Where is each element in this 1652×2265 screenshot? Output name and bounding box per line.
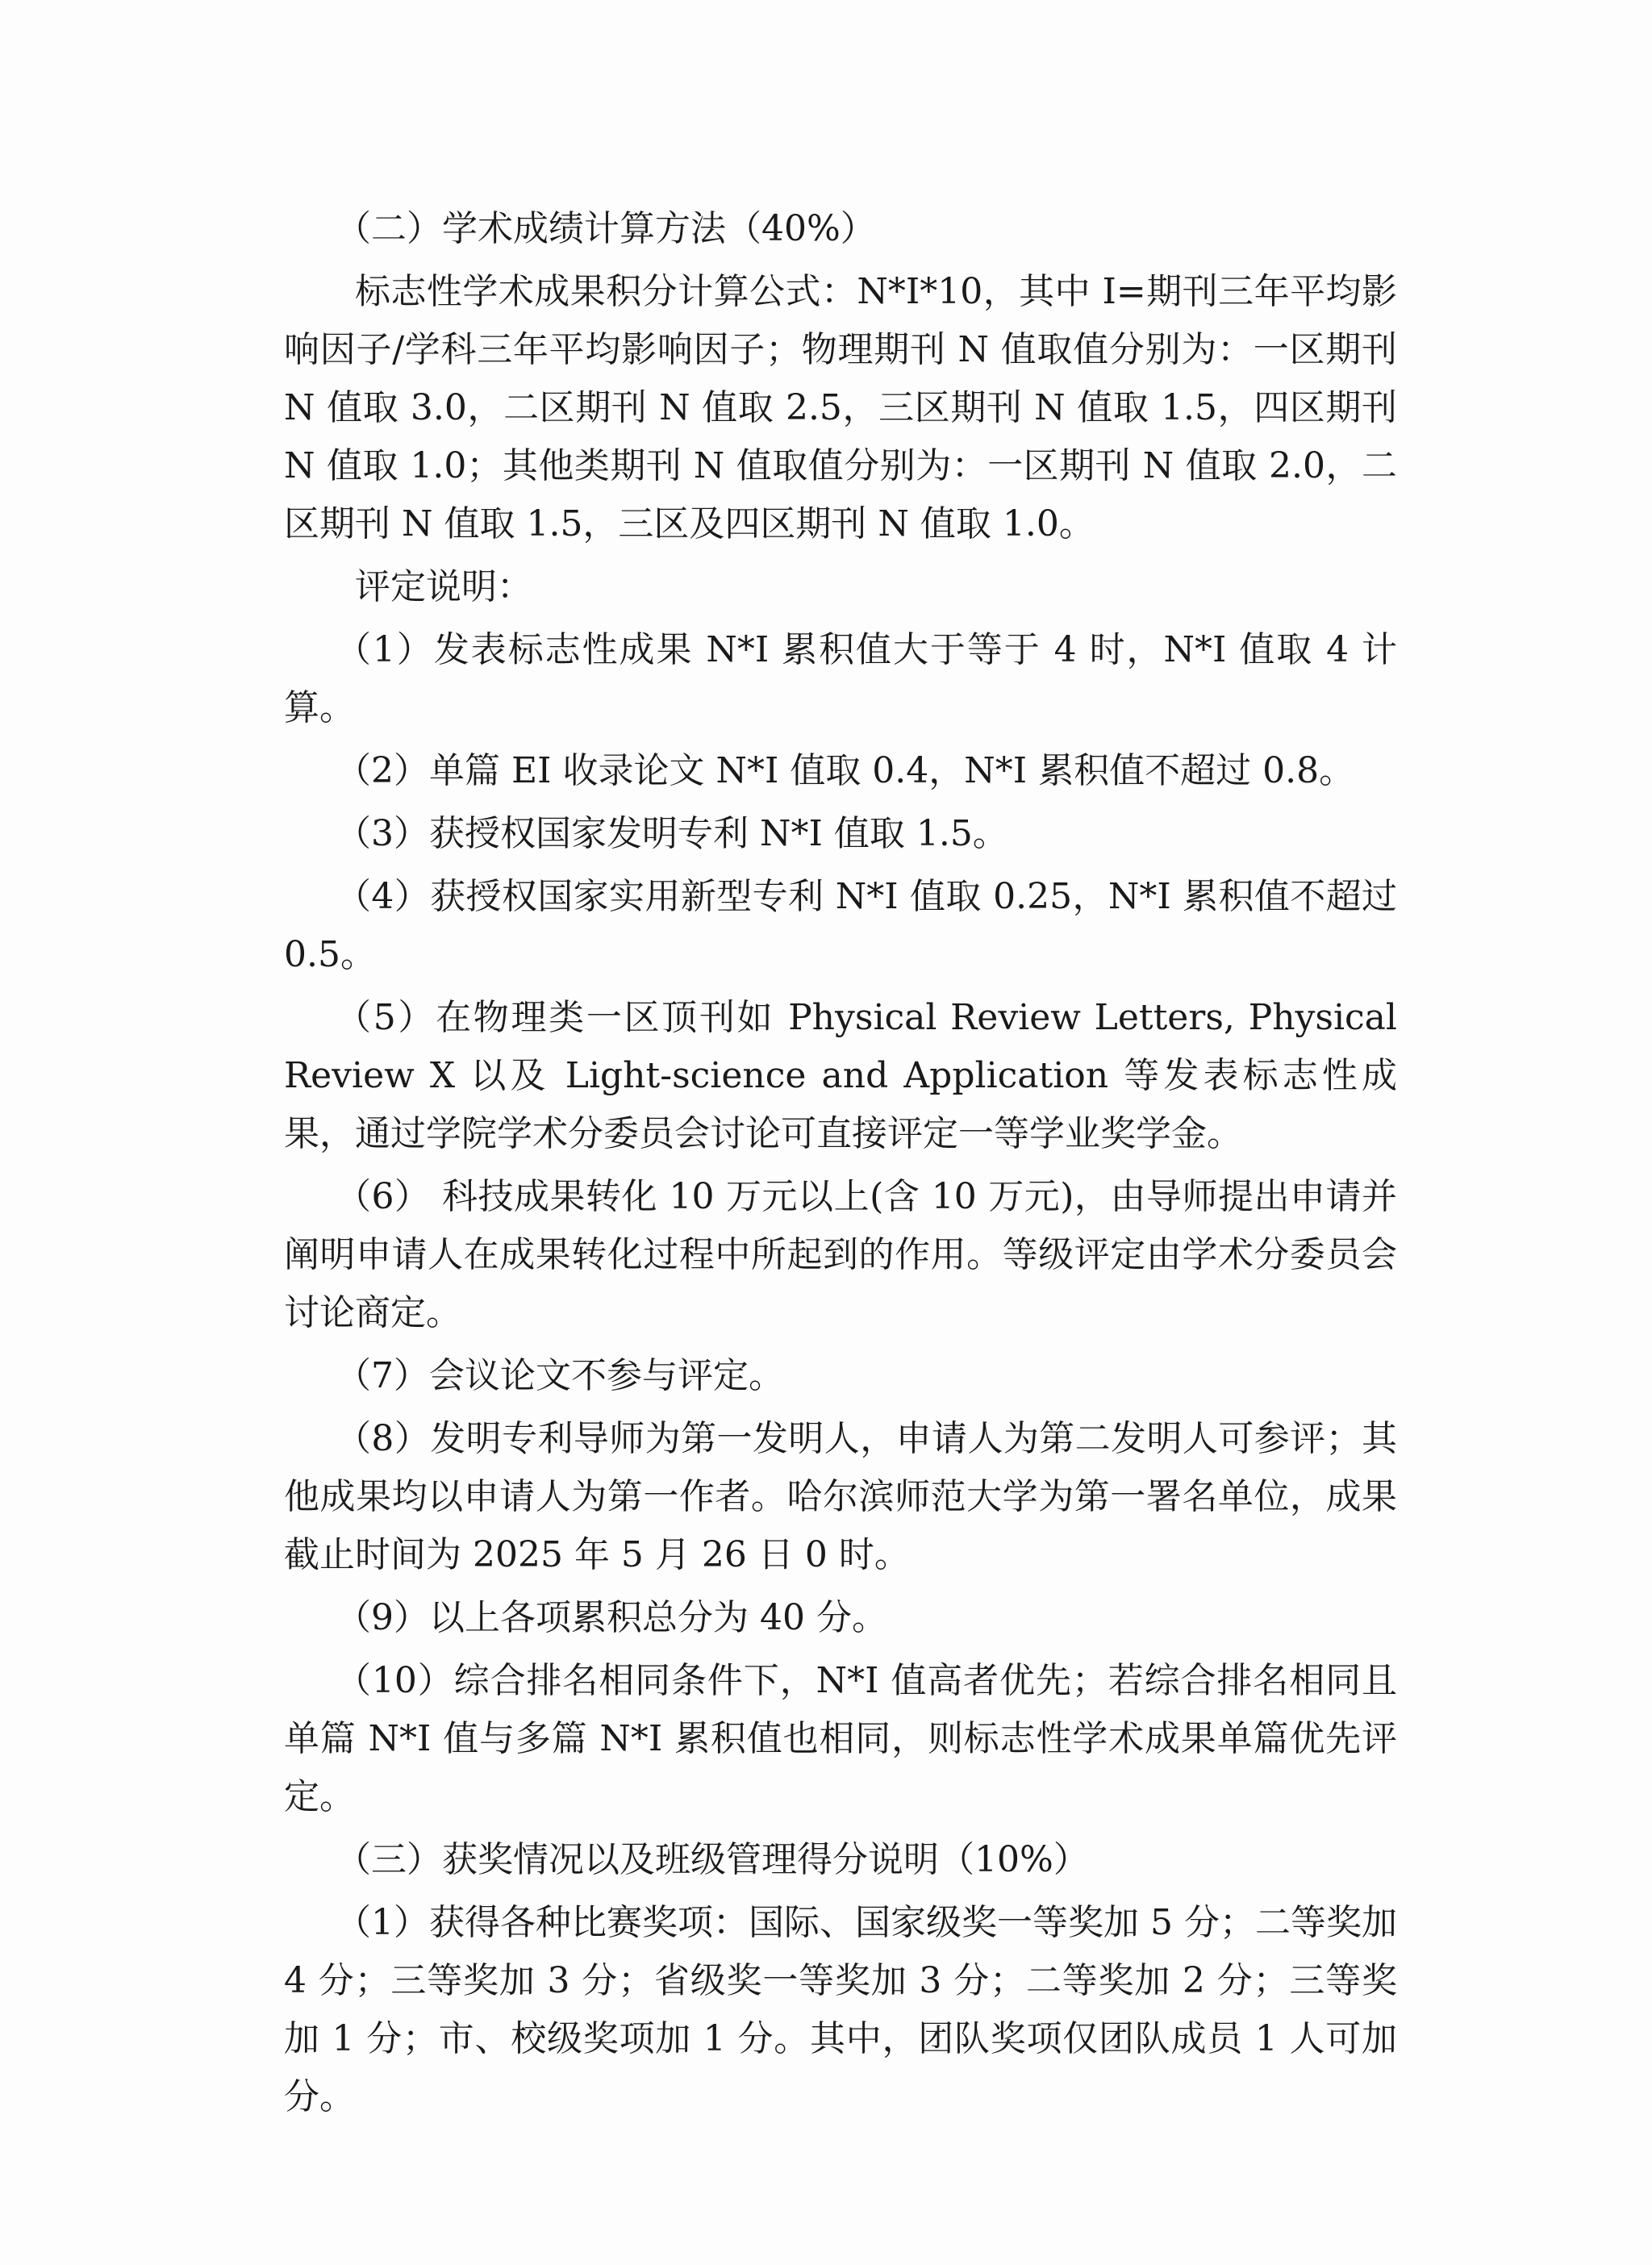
- note-item-2: （2）单篇 EI 收录论文 N*I 值取 0.4，N*I 累积值不超过 0.8。: [336, 750, 1355, 791]
- note-item-5: （5）在物理类一区顶刊如 Physical Review Letters, Physical Review X 以及 Light-science and Application 等发表标志性成果，通过学院学术分委员会讨论可直接评定一等学业奖学金。: [284, 997, 1397, 1154]
- notes-label: 评定说明：: [355, 566, 532, 607]
- note-item-9: （9）以上各项累积总分为 40 分。: [336, 1597, 887, 1638]
- document-body: [284, 200, 1397, 2131]
- section2-formula-paragraph: 标志性学术成果积分计算公式：N*I*10，其中 I=期刊三年平均影响因子/学科三年平均影响因子；物理期刊 N 值取值分别为：一区期刊 N 值取 3.0，二区期刊 N 值取 2.5，三区期刊 N 值取 1.5，四区期刊 N 值取 1.0；其他类期刊 N 值取值分别为：一区期刊 N 值取 2.0，二区期刊 N 值取 1.5，三区及四区期刊 N 值取 1.0。: [284, 271, 1397, 544]
- note-item-10: （10）综合排名相同条件下，N*I 值高者优先；若综合排名相同且单篇 N*I 值与多篇 N*I 累积值也相同，则标志性学术成果单篇优先评定。: [284, 1660, 1397, 1817]
- note-item-1: （1）发表标志性成果 N*I 累积值大于等于 4 时，N*I 值取 4 计算。: [284, 629, 1397, 728]
- note-item-7: （7）会议论文不参与评定。: [336, 1355, 784, 1396]
- section3-heading: （三）获奖情况以及班级管理得分说明（10%）: [336, 1839, 1089, 1880]
- note-item-8: （8）发明专利导师为第一发明人，申请人为第二发明人可参评；其他成果均以申请人为第一作者。哈尔滨师范大学为第一署名单位，成果截止时间为 2025 年 5 月 26 日 0 时。: [284, 1418, 1397, 1575]
- section2-heading: （二）学术成绩计算方法（40%）: [336, 208, 876, 249]
- note-item-4: （4）获授权国家实用新型专利 N*I 值取 0.25，N*I 累积值不超过 0.5。: [284, 876, 1397, 975]
- section3-item-1: （1）获得各种比赛奖项：国际、国家级奖一等奖加 5 分；二等奖加 4 分；三等奖加 3 分；省级奖一等奖加 3 分；二等奖加 2 分；三等奖加 1 分；市、校级奖项加 1 分。其中，团队奖项仅团队成员 1 人可加分。: [284, 1902, 1397, 2117]
- note-item-3: （3）获授权国家发明专利 N*I 值取 1.5。: [336, 813, 1008, 854]
- note-item-6: （6） 科技成果转化 10 万元以上(含 10 万元)，由导师提出申请并阐明申请人在成果转化过程中所起到的作用。等级评定由学术分委员会讨论商定。: [284, 1176, 1397, 1333]
